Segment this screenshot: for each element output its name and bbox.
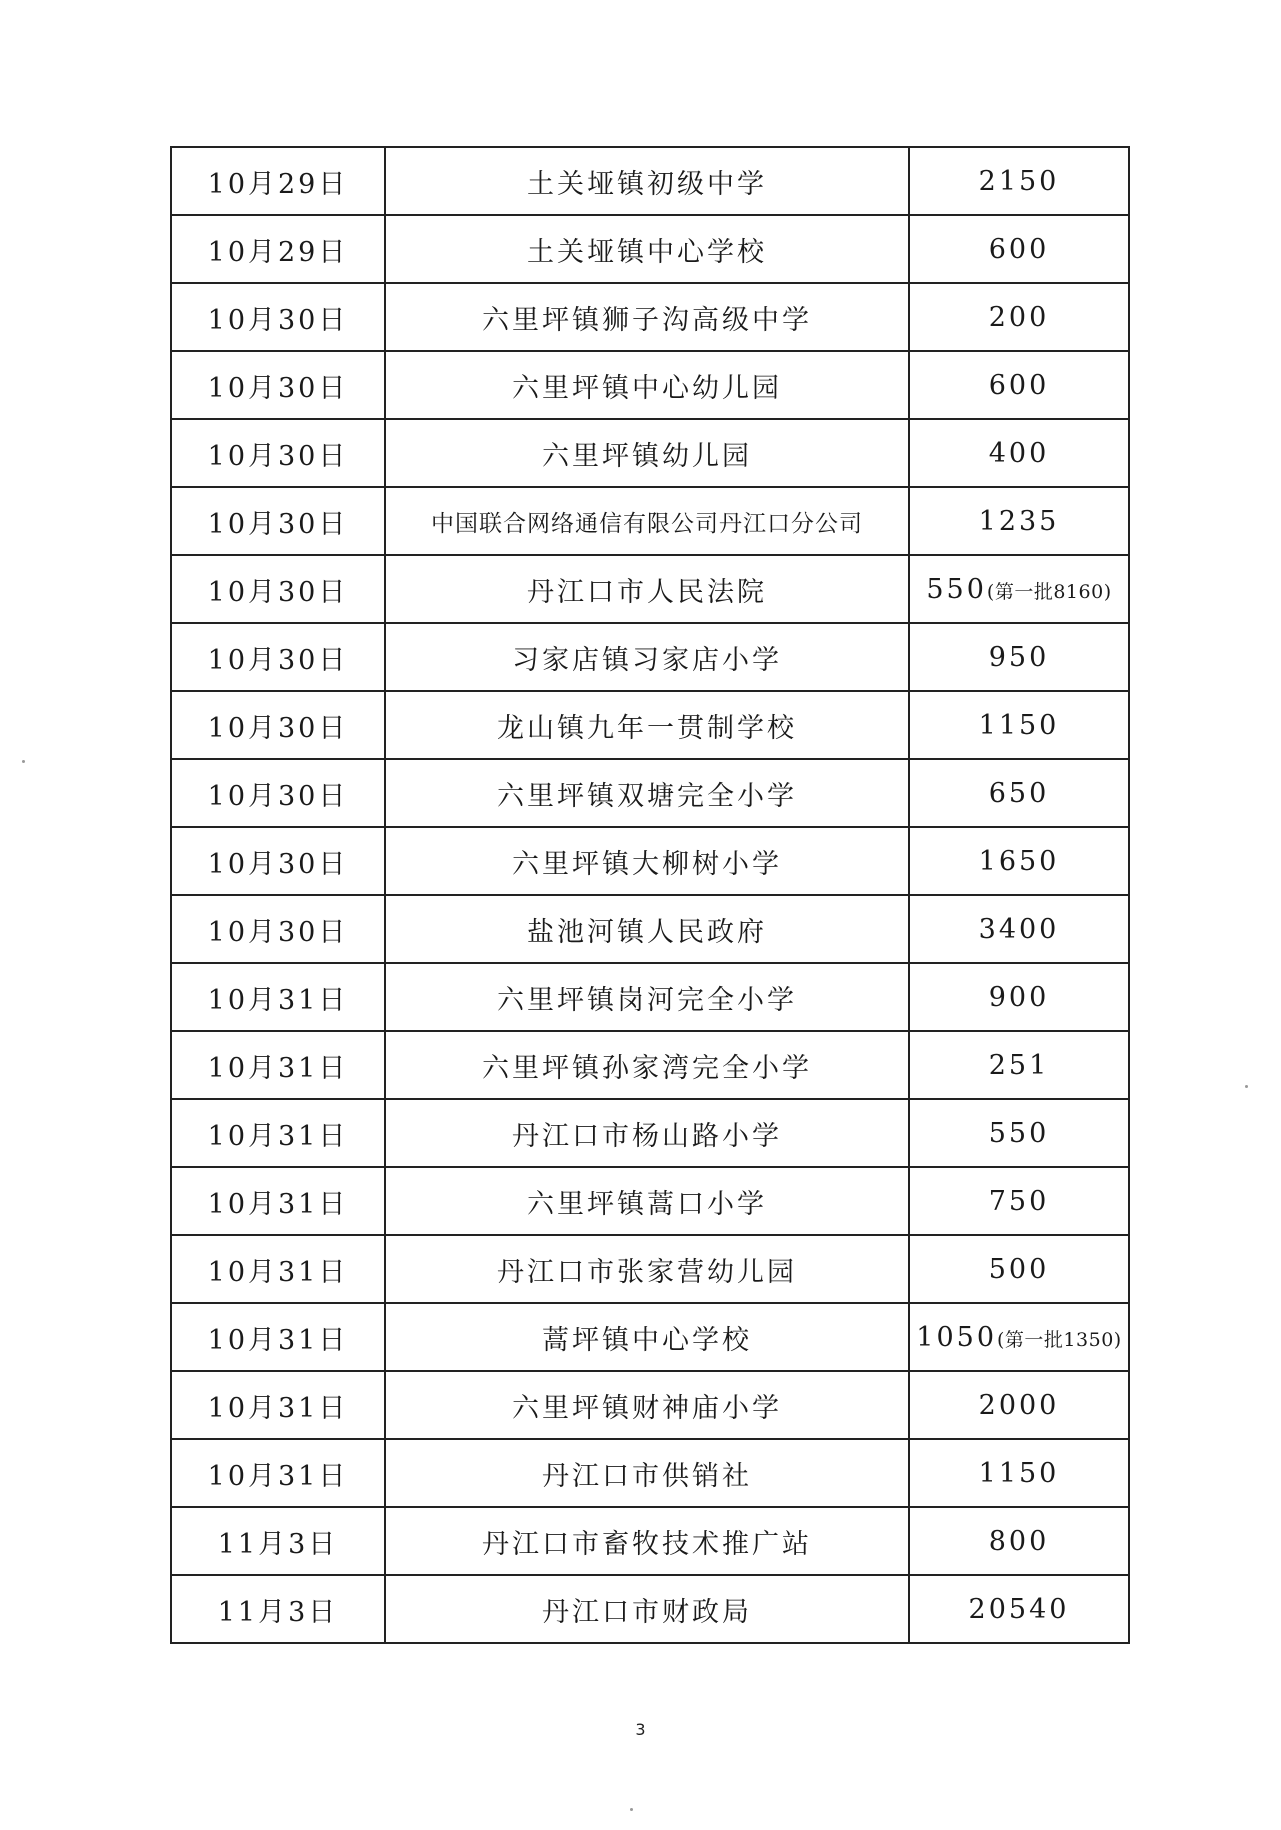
table-row (171, 1167, 1129, 1235)
date-cell: 10月30日 (171, 691, 385, 759)
unit-cell: 六里坪镇双塘完全小学 (385, 759, 909, 827)
table-row (171, 1099, 1129, 1167)
amount-value: 2150 (978, 165, 1060, 197)
amount-value: 800 (988, 1525, 1050, 1557)
amount-cell (909, 1303, 1129, 1371)
amount-value: 1235 (978, 505, 1060, 537)
amount-value: 650 (988, 777, 1050, 809)
amount-value: 3400 (978, 913, 1060, 945)
unit-cell: 丹江口市张家营幼儿园 (385, 1235, 909, 1303)
table-row (171, 1507, 1129, 1575)
amount-cell (909, 555, 1129, 623)
scan-speck (630, 1808, 633, 1811)
date-cell: 11月3日 (171, 1575, 385, 1643)
unit-cell: 丹江口市供销社 (385, 1439, 909, 1507)
amount-cell (909, 895, 1129, 963)
unit-cell: 丹江口市畜牧技术推广站 (385, 1507, 909, 1575)
unit-cell: 丹江口市财政局 (385, 1575, 909, 1643)
date-cell: 10月30日 (171, 623, 385, 691)
unit-cell: 土关垭镇初级中学 (385, 147, 909, 215)
amount-cell (909, 1439, 1129, 1507)
amount-value: 251 (988, 1049, 1050, 1081)
amount-value: 200 (988, 301, 1050, 333)
unit-cell: 六里坪镇财神庙小学 (385, 1371, 909, 1439)
unit-cell: 六里坪镇大柳树小学 (385, 827, 909, 895)
date-cell: 10月30日 (171, 759, 385, 827)
donation-table-body (171, 147, 1129, 1643)
amount-value: 2000 (978, 1389, 1060, 1421)
date-cell: 10月30日 (171, 895, 385, 963)
date-cell: 10月31日 (171, 1031, 385, 1099)
amount-value: 400 (988, 437, 1050, 469)
table-row (171, 351, 1129, 419)
date-cell: 10月31日 (171, 963, 385, 1031)
date-cell: 10月30日 (171, 555, 385, 623)
amount-value: 1050 (916, 1321, 998, 1353)
amount-value: 900 (988, 981, 1050, 1013)
amount-cell (909, 1099, 1129, 1167)
amount-cell (909, 215, 1129, 283)
unit-cell: 盐池河镇人民政府 (385, 895, 909, 963)
amount-cell (909, 1371, 1129, 1439)
unit-cell: 丹江口市人民法院 (385, 555, 909, 623)
date-cell: 11月3日 (171, 1507, 385, 1575)
amount-value: 600 (988, 233, 1050, 265)
table-row (171, 419, 1129, 487)
unit-cell: 六里坪镇幼儿园 (385, 419, 909, 487)
amount-cell (909, 1575, 1129, 1643)
date-cell: 10月29日 (171, 215, 385, 283)
table-row (171, 623, 1129, 691)
unit-cell: 六里坪镇孙家湾完全小学 (385, 1031, 909, 1099)
amount-value: 1150 (978, 1457, 1060, 1489)
table-row (171, 827, 1129, 895)
amount-value: 500 (988, 1253, 1050, 1285)
unit-cell: 土关垭镇中心学校 (385, 215, 909, 283)
amount-cell (909, 487, 1129, 555)
unit-cell: 六里坪镇岗河完全小学 (385, 963, 909, 1031)
date-cell: 10月31日 (171, 1167, 385, 1235)
date-cell: 10月31日 (171, 1303, 385, 1371)
amount-value: 750 (988, 1185, 1050, 1217)
table-row (171, 963, 1129, 1031)
amount-cell (909, 691, 1129, 759)
date-cell: 10月29日 (171, 147, 385, 215)
table-row (171, 487, 1129, 555)
table-row (171, 147, 1129, 215)
date-cell: 10月31日 (171, 1235, 385, 1303)
amount-value: 20540 (968, 1593, 1070, 1625)
donation-table-wrapper (170, 146, 1128, 1644)
amount-cell (909, 963, 1129, 1031)
table-row (171, 555, 1129, 623)
amount-cell (909, 1235, 1129, 1303)
table-row (171, 1235, 1129, 1303)
table-row (171, 215, 1129, 283)
amount-cell (909, 623, 1129, 691)
date-cell: 10月31日 (171, 1439, 385, 1507)
amount-cell (909, 827, 1129, 895)
amount-value: 550 (926, 573, 987, 605)
amount-value: 550 (988, 1117, 1050, 1149)
table-row (171, 759, 1129, 827)
amount-cell (909, 419, 1129, 487)
table-row (171, 283, 1129, 351)
table-row (171, 1371, 1129, 1439)
unit-cell: 六里坪镇蒿口小学 (385, 1167, 909, 1235)
amount-note: (第一批8160) (986, 580, 1112, 603)
amount-value: 1150 (978, 709, 1060, 741)
date-cell: 10月30日 (171, 351, 385, 419)
amount-value: 1650 (978, 845, 1060, 877)
unit-cell: 丹江口市杨山路小学 (385, 1099, 909, 1167)
unit-cell: 六里坪镇中心幼儿园 (385, 351, 909, 419)
table-row (171, 1575, 1129, 1643)
date-cell: 10月30日 (171, 487, 385, 555)
amount-cell (909, 147, 1129, 215)
table-row (171, 895, 1129, 963)
date-cell: 10月30日 (171, 419, 385, 487)
amount-cell (909, 1167, 1129, 1235)
unit-cell: 中国联合网络通信有限公司丹江口分公司 (385, 487, 909, 555)
amount-cell (909, 759, 1129, 827)
amount-cell (909, 351, 1129, 419)
table-row (171, 691, 1129, 759)
amount-note: (第一批1350) (997, 1328, 1122, 1351)
amount-value: 600 (988, 369, 1050, 401)
amount-cell (909, 283, 1129, 351)
amount-cell (909, 1507, 1129, 1575)
date-cell: 10月31日 (171, 1371, 385, 1439)
unit-cell: 蒿坪镇中心学校 (385, 1303, 909, 1371)
unit-cell: 习家店镇习家店小学 (385, 623, 909, 691)
donation-table (170, 146, 1130, 1644)
table-row (171, 1031, 1129, 1099)
date-cell: 10月30日 (171, 827, 385, 895)
table-row (171, 1439, 1129, 1507)
amount-cell (909, 1031, 1129, 1099)
unit-cell: 龙山镇九年一贯制学校 (385, 691, 909, 759)
amount-value: 950 (988, 641, 1050, 673)
scan-speck (1245, 1085, 1248, 1088)
unit-cell: 六里坪镇狮子沟高级中学 (385, 283, 909, 351)
scan-speck (22, 760, 25, 763)
date-cell: 10月31日 (171, 1099, 385, 1167)
date-cell: 10月30日 (171, 283, 385, 351)
page-number: 3 (635, 1720, 646, 1739)
table-row (171, 1303, 1129, 1371)
